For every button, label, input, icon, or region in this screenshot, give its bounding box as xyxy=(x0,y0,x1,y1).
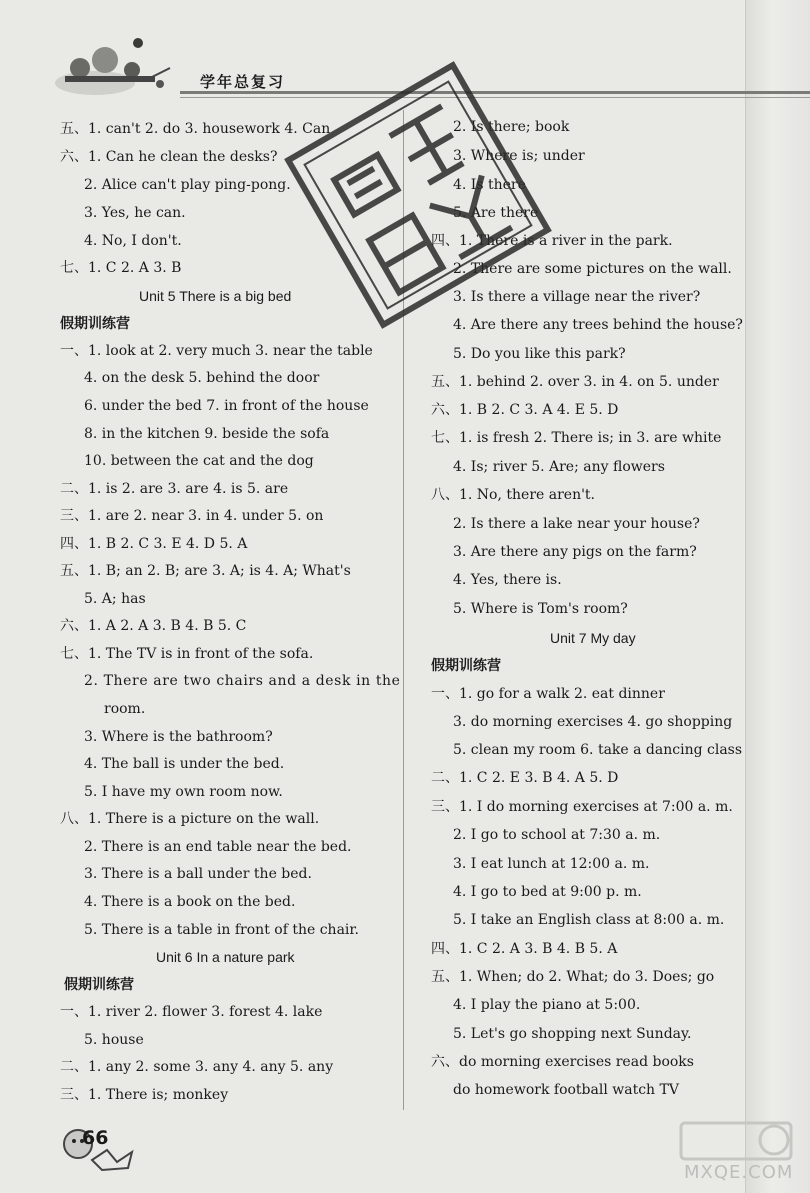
answer-line: 5. There is a table in front of the chair. xyxy=(84,922,359,938)
answer-line: 三、1. are 2. near 3. in 4. under 5. on xyxy=(60,508,324,524)
answer-line: 六、1. Can he clean the desks? xyxy=(60,149,278,165)
answer-line: 2. There are two chairs and a desk in the xyxy=(84,673,401,689)
answer-line: 3. do morning exercises 4. go shopping xyxy=(453,714,733,730)
answer-line: 5. clean my room 6. take a dancing class xyxy=(453,742,743,758)
answer-line: 4. Are there any trees behind the house? xyxy=(453,317,743,333)
answer-line: 5. Where is Tom's room? xyxy=(453,601,628,617)
watermark-text: MXQE.COM xyxy=(684,1162,794,1183)
answer-line: 四、1. There is a river in the park. xyxy=(431,233,673,249)
answer-line: 5. A; has xyxy=(84,591,146,607)
answer-line: 4. I go to bed at 9:00 p. m. xyxy=(453,884,642,900)
answer-line: 3. Are there any pigs on the farm? xyxy=(453,544,697,560)
answer-line: 八、1. No, there aren't. xyxy=(431,487,596,503)
answer-line: 3. I eat lunch at 12:00 a. m. xyxy=(453,856,650,872)
answer-line: 4. Is; river 5. Are; any flowers xyxy=(453,459,665,475)
answer-line: 二、1. is 2. are 3. are 4. is 5. are xyxy=(60,481,289,497)
answer-line: 5. Do you like this park? xyxy=(453,346,626,362)
answer-line: 五、1. B; an 2. B; are 3. A; is 4. A; What's xyxy=(60,563,351,579)
answer-line: 2. Is there a lake near your house? xyxy=(453,516,700,532)
answer-line: 二、1. any 2. some 3. any 4. any 5. any xyxy=(60,1059,334,1075)
answer-line: 二、1. C 2. E 3. B 4. A 5. D xyxy=(431,770,619,786)
answer-line: 六、1. A 2. A 3. B 4. B 5. C xyxy=(60,618,247,634)
unit-heading: Unit 5 There is a big bed xyxy=(139,288,292,304)
answer-line: 2. I go to school at 7:30 a. m. xyxy=(453,827,661,843)
section-heading: 假期训练营 xyxy=(431,658,501,674)
answer-line: 4. I play the piano at 5:00. xyxy=(453,997,641,1013)
answer-line: 10. between the cat and the dog xyxy=(84,453,314,469)
answer-line: 2. There is an end table near the bed. xyxy=(84,839,352,855)
answer-line: 6. under the bed 7. in front of the house xyxy=(84,398,369,414)
answer-line: do homework football watch TV xyxy=(453,1082,679,1098)
answer-line: 5. house xyxy=(84,1032,144,1048)
page-number: 66 xyxy=(82,1127,109,1149)
answer-line: 4. Is there xyxy=(453,177,526,193)
answer-line: room. xyxy=(104,701,146,717)
section-heading: 假期训练营 xyxy=(64,977,134,993)
answer-line: 3. Is there a village near the river? xyxy=(453,289,701,305)
answer-line: 七、1. The TV is in front of the sofa. xyxy=(60,646,314,662)
unit-heading: Unit 7 My day xyxy=(550,630,636,646)
answer-line: 六、do morning exercises read books xyxy=(431,1054,694,1070)
answer-line: 五、1. can't 2. do 3. housework 4. Can xyxy=(60,121,331,137)
answer-line: 五、1. behind 2. over 3. in 4. on 5. under xyxy=(431,374,719,390)
answer-line: 一、1. river 2. flower 3. forest 4. lake xyxy=(60,1004,323,1020)
answer-line: 三、1. There is; monkey xyxy=(60,1087,229,1103)
answer-line: 七、1. is fresh 2. There is; in 3. are white xyxy=(431,430,722,446)
page-title: 学年总复习 xyxy=(200,73,286,91)
answer-line: 八、1. There is a picture on the wall. xyxy=(60,811,320,827)
answer-line: 2. Alice can't play ping-pong. xyxy=(84,177,291,193)
answer-line: 2. There are some pictures on the wall. xyxy=(453,261,732,277)
answer-line: 5. Let's go shopping next Sunday. xyxy=(453,1026,692,1042)
section-heading: 假期训练营 xyxy=(60,316,130,332)
stamp-watermark xyxy=(283,60,553,330)
answer-line: 3. Where is; under xyxy=(453,148,585,164)
adjacent-page-edge xyxy=(745,0,810,1193)
answer-line: 5. I have my own room now. xyxy=(84,784,283,800)
answer-line: 四、1. C 2. A 3. B 4. B 5. A xyxy=(431,941,618,957)
answer-line: 六、1. B 2. C 3. A 4. E 5. D xyxy=(431,402,619,418)
answer-line: 3. Where is the bathroom? xyxy=(84,729,273,745)
answer-line: 5. Are there xyxy=(453,205,539,221)
answer-line: 三、1. I do morning exercises at 7:00 a. m. xyxy=(431,799,733,815)
answer-line: 4. The ball is under the bed. xyxy=(84,756,285,772)
answer-line: 一、1. go for a walk 2. eat dinner xyxy=(431,686,665,702)
unit-heading: Unit 6 In a nature park xyxy=(156,949,295,965)
answer-line: 4. Yes, there is. xyxy=(453,572,562,588)
answer-line: 四、1. B 2. C 3. E 4. D 5. A xyxy=(60,536,248,552)
answer-line: 五、1. When; do 2. What; do 3. Does; go xyxy=(431,969,715,985)
answer-line: 5. I take an English class at 8:00 a. m. xyxy=(453,912,725,928)
answer-line: 4. No, I don't. xyxy=(84,233,182,249)
answer-line: 3. There is a ball under the bed. xyxy=(84,866,312,882)
answer-line: 3. Yes, he can. xyxy=(84,205,186,221)
answer-line: 4. There is a book on the bed. xyxy=(84,894,296,910)
cartoon-logo-icon xyxy=(50,28,180,103)
answer-line: 2. Is there; book xyxy=(453,119,570,135)
answer-line: 4. on the desk 5. behind the door xyxy=(84,370,320,386)
answer-line: 一、1. look at 2. very much 3. near the table xyxy=(60,343,373,359)
answer-line: 8. in the kitchen 9. beside the sofa xyxy=(84,426,330,442)
answer-line: 七、1. C 2. A 3. B xyxy=(60,260,182,276)
